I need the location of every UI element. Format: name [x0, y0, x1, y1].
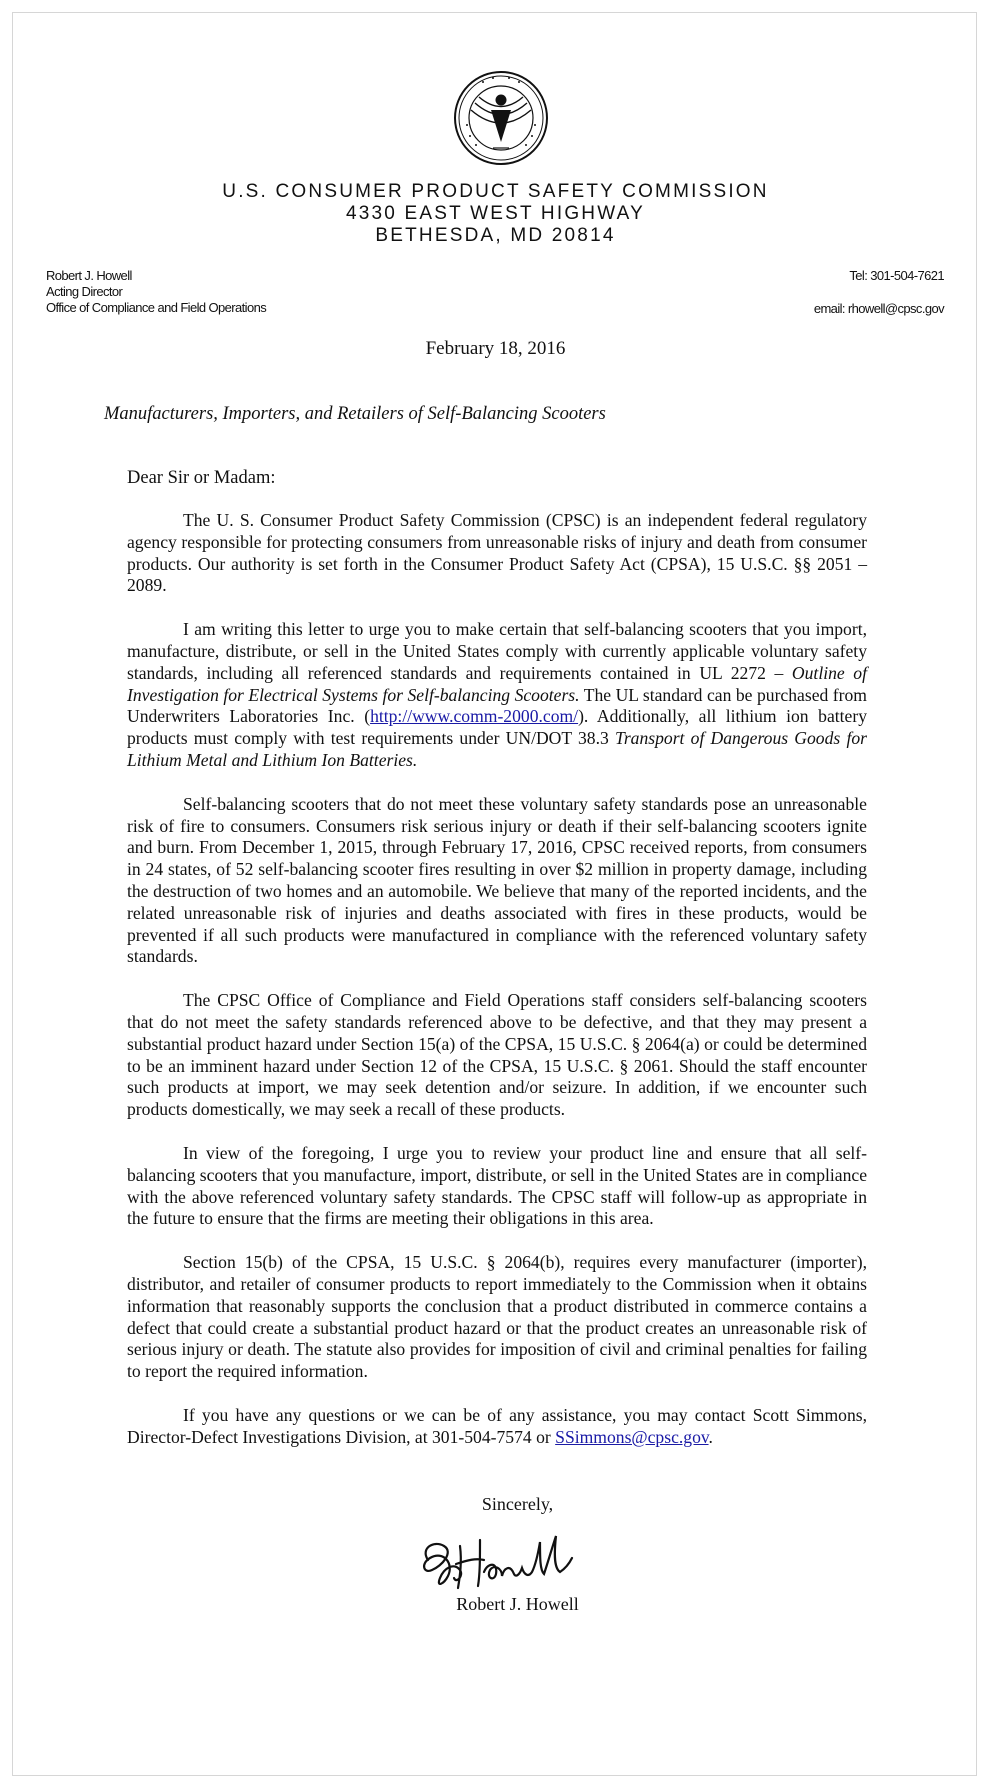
handwritten-signature: [410, 1518, 590, 1598]
cpsc-seal-icon: [453, 70, 549, 166]
sender-tel: Tel: 301-504-7621: [849, 268, 944, 283]
comm2000-link[interactable]: http://www.comm-2000.com/: [370, 706, 579, 727]
paragraph-6: Section 15(b) of the CPSA, 15 U.S.C. § 2064(b), requires every manufacturer (importer), distributor, and retailer of consumer products to report immediately to the Commission when it obtains information that reasonably supports the conclusion that a product distributed in commerce contains a defect that could create a substantial product hazard or that the product creates an unreasonable risk of serious injury or death. The statute also provides for imposition of civil and criminal penalties for failing to report the required information.: [127, 1252, 867, 1382]
paragraph-4: The CPSC Office of Compliance and Field Operations staff considers self-balancing scooters that do not meet the safety standards referenced above to be defective, and that they may present a substantial product hazard under Section 15(a) of the CPSA, 15 U.S.C. § 2064(a) or could be determined to be an imminent hazard under Section 12 of the CPSA, 15 U.S.C. § 2061. Should the staff encounter such products at import, we may seek detention and/or seizure. In addition, if we encounter such products domestically, we may seek a recall of these products.: [127, 990, 867, 1120]
org-name: U.S. CONSUMER PRODUCT SAFETY COMMISSION: [222, 181, 769, 202]
undot-title: Transport of Dangerous Goods for Lithium Metal and Lithium Ion Batteries.: [127, 728, 867, 770]
paragraph-2: I am writing this letter to urge you to make certain that self-balancing scooters that you import, manufacture, distribute, or sell in the United States comply with currently applicable voluntary safety standards, including all referenced standards and requirements contained in UL 2272 – Outline of Investigation for Electrical Systems for Self-balancing Scooters. The UL standard can be purchased from Underwriters Laboratories Inc. (http://www.comm-2000.com/). Additionally, all lithium ion battery products must comply with test requirements under UN/DOT 38.3 Transport of Dangerous Goods for Lithium Metal and Lithium Ion Batteries.: [127, 619, 867, 770]
sender-email: email: rhowell@cpsc.gov: [813, 301, 944, 316]
sender-name: Robert J. Howell: [46, 268, 132, 283]
addressee: Manufacturers, Importers, and Retailers of Self-Balancing Scooters: [104, 404, 606, 424]
paragraph-5: In view of the foregoing, I urge you to review your product line and ensure that all self-balancing scooters that you manufacture, import, distribute, or sell in the United States are in compliance with the above referenced voluntary safety standards. The CPSC staff will follow-up as appropriate in the future to ensure that the firms are meeting their obligations in this area.: [127, 1142, 867, 1229]
ssimmons-email-link[interactable]: SSimmons@cpsc.gov: [555, 1426, 709, 1447]
salutation: Dear Sir or Madam:: [127, 468, 276, 488]
sender-office: Office of Compliance and Field Operations: [46, 300, 267, 315]
org-street: 4330 EAST WEST HIGHWAY: [346, 203, 645, 224]
org-city: BETHESDA, MD 20814: [375, 225, 616, 246]
ul2272-title: Outline of Investigation for Electrical Systems for Self-balancing Scooters.: [127, 662, 867, 705]
letter-date: February 18, 2016: [425, 338, 566, 359]
sender-block: [46, 268, 266, 316]
letter-body: [127, 510, 867, 1470]
sender-title: Acting Director: [46, 284, 123, 299]
paragraph-7: If you have any questions or we can be of any assistance, you may contact Scott Simmons, Director-Defect Investigations Division, at 301-504-7574 or SSimmons@cpsc.gov.: [127, 1404, 867, 1447]
closing-signer: Robert J. Howell: [456, 1594, 579, 1614]
paragraph-3: Self-balancing scooters that do not meet these voluntary safety standards pose an unreasonable risk of fire to consumers. Consumers risk serious injury or death if their self-balancing scooters ignite and burn. From December 1, 2015, through February 17, 2016, CPSC received reports, from consumers in 24 states, of 52 self-balancing scooter fires resulting in over $2 million in property damage, including the destruction of two homes and an automobile. We believe that many of the reported incidents, and the related unreasonable risk of injuries and deaths associated with fires in these products, would be prevented if all such products were manufactured in compliance with the referenced voluntary safety standards.: [127, 793, 867, 967]
closing-sincerely: Sincerely,: [481, 1494, 554, 1514]
paragraph-1: The U. S. Consumer Product Safety Commission (CPSC) is an independent federal regulatory agency responsible for protecting consumers from unreasonable risks of injury and death from consumer products. Our authority is set forth in the Consumer Product Safety Act (CPSA), 15 U.S.C. §§ 2051 – 2089.: [127, 510, 867, 596]
